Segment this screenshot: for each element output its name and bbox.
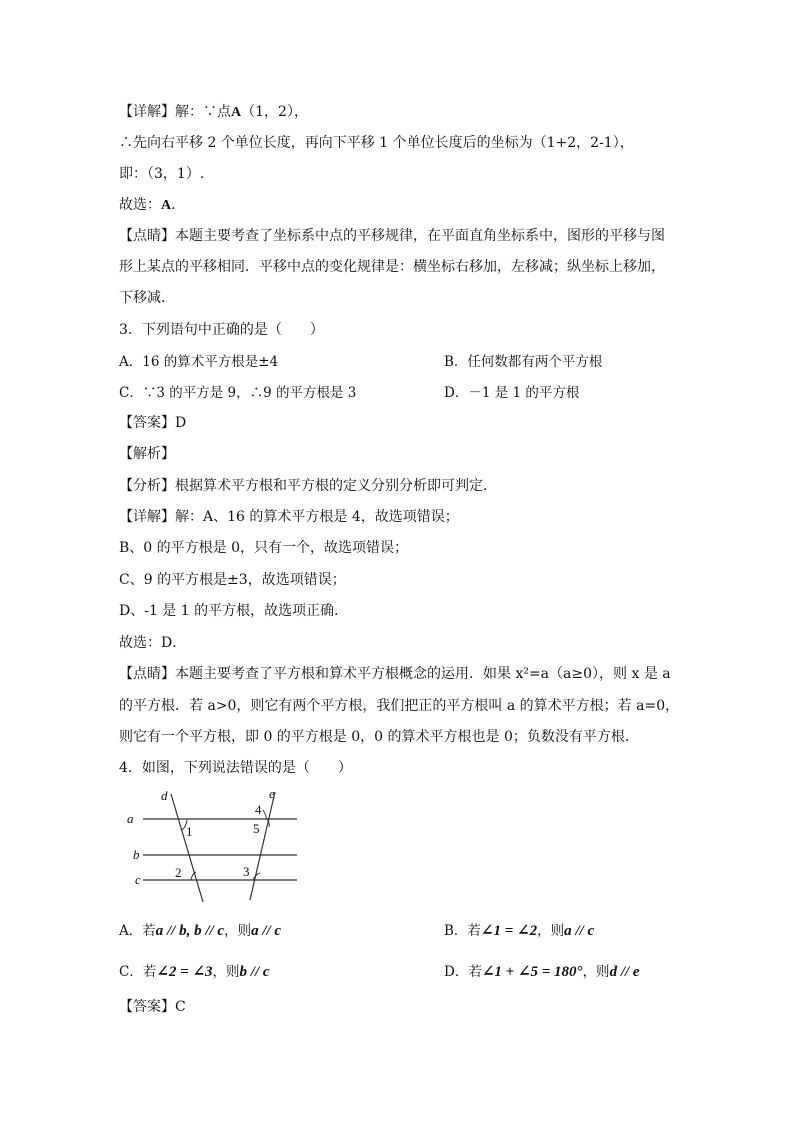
- detail-line-2: ∴先向右平移 2 个单位长度，再向下平移 1 个单位长度后的坐标为（1+2，2-1），: [119, 135, 634, 151]
- q3-detail-1: 【详解】解：A、16 的算术平方根是 4，故选项错误；: [119, 509, 459, 525]
- label-c: c: [135, 872, 141, 887]
- angle-4-arc: [263, 810, 266, 819]
- label-e: e: [269, 786, 275, 801]
- q4-c-conclusion: b // c: [239, 964, 270, 980]
- q3-note-2: 的平方根．若 a>0，则它有两个平方根，我们把正的平方根叫 a 的算术平方根；若 a=0，: [119, 698, 680, 714]
- q3-analysis-title: 【解析】: [119, 446, 175, 462]
- q4-a-math: a // b, b // c: [155, 923, 225, 939]
- q4-a-suffix: ，则: [224, 923, 252, 939]
- label-angle-4: 4: [255, 802, 262, 817]
- q3-answer: 【答案】D: [119, 415, 187, 431]
- q4-c-prefix: C．若: [119, 964, 157, 980]
- q4-d-math: ∠1 + ∠5 = 180°: [481, 964, 583, 980]
- note-line-3: 下移减．: [119, 290, 175, 306]
- label-angle-5: 5: [253, 821, 260, 836]
- q4-option-c: [119, 962, 270, 982]
- choice-period: .: [171, 197, 176, 213]
- choice-line: [119, 195, 176, 216]
- q4-answer: 【答案】C: [119, 999, 186, 1015]
- q3-detail-2: B、0 的平方根是 0，只有一个，故选项错误；: [119, 540, 409, 556]
- q4-b-suffix: ，则: [537, 923, 565, 939]
- q3-note-3: 则它有一个平方根，即 0 的平方根是 0，0 的算术平方根也是 0；负数没有平方根．: [119, 729, 639, 745]
- detail-line-3: 即：（3，1）.: [119, 166, 205, 182]
- q3-detail-4: D、-1 是 1 的平方根，故选项正确．: [119, 603, 349, 619]
- label-angle-2: 2: [175, 865, 182, 880]
- q3-analysis: 【分析】根据算术平方根和平方根的定义分别分析即可判定．: [119, 478, 497, 494]
- q4-c-math: ∠2 = ∠3: [156, 964, 213, 980]
- question-3-stem: 3．下列语句中正确的是（ ）: [119, 322, 324, 338]
- q4-option-a: [119, 921, 281, 941]
- label-angle-1: 1: [186, 824, 193, 839]
- q4-option-d: [444, 962, 640, 982]
- q3-choice: 故选：D．: [119, 635, 187, 651]
- q4-b-math: ∠1 = ∠2: [480, 923, 538, 939]
- q4-b-prefix: B．若: [444, 923, 481, 939]
- note-line-2: 形上某点的平移相同．平移中点的变化规律是：横坐标右移加，左移减；纵坐标上移加，: [119, 259, 665, 275]
- q3-option-c: C．∵3 的平方是 9，∴9 的平方根是 3: [119, 385, 357, 401]
- q4-d-prefix: D．若: [444, 964, 482, 980]
- point-coords: （1，2），: [241, 104, 308, 120]
- detail-text: 【详解】解：∵点: [119, 104, 231, 120]
- choice-value: A: [161, 198, 172, 213]
- q3-option-d: D．－1 是 1 的平方根: [444, 385, 580, 401]
- q4-d-suffix: ，则: [582, 964, 610, 980]
- parallel-lines-figure: [119, 786, 309, 908]
- point-label: A: [231, 105, 242, 120]
- q4-d-conclusion: d // e: [609, 964, 640, 980]
- label-b: b: [133, 847, 140, 862]
- q4-a-conclusion: a // c: [251, 923, 282, 939]
- q4-a-prefix: A．若: [119, 923, 156, 939]
- line-d: [171, 794, 203, 902]
- note-line-1: 【点睛】本题主要考查了坐标系中点的平移规律，在平面直角坐标系中，图形的平移与图: [119, 228, 665, 244]
- label-d: d: [161, 788, 168, 803]
- question-4-stem: 4．如图，下列说法错误的是（ ）: [119, 760, 352, 776]
- q3-detail-3: C、9 的平方根是±3，故选项错误；: [119, 572, 346, 588]
- q4-option-b: [444, 921, 594, 941]
- q3-option-b: B．任何数都有两个平方根: [444, 354, 603, 370]
- line-e: [250, 792, 275, 900]
- q3-option-a: A．16 的算术平方根是±4: [119, 354, 279, 370]
- choice-label: 故选：: [119, 197, 161, 213]
- q4-b-conclusion: a // c: [564, 923, 595, 939]
- label-a: a: [127, 811, 134, 826]
- figure-svg: [119, 786, 309, 904]
- label-angle-3: 3: [243, 864, 250, 879]
- q4-c-suffix: ，则: [212, 964, 240, 980]
- q3-note-1: 【点睛】本题主要考查了平方根和算术平方根概念的运用．如果 x²=a（a≥0），则 x 是 a: [119, 666, 671, 682]
- detail-line-1: [119, 102, 308, 123]
